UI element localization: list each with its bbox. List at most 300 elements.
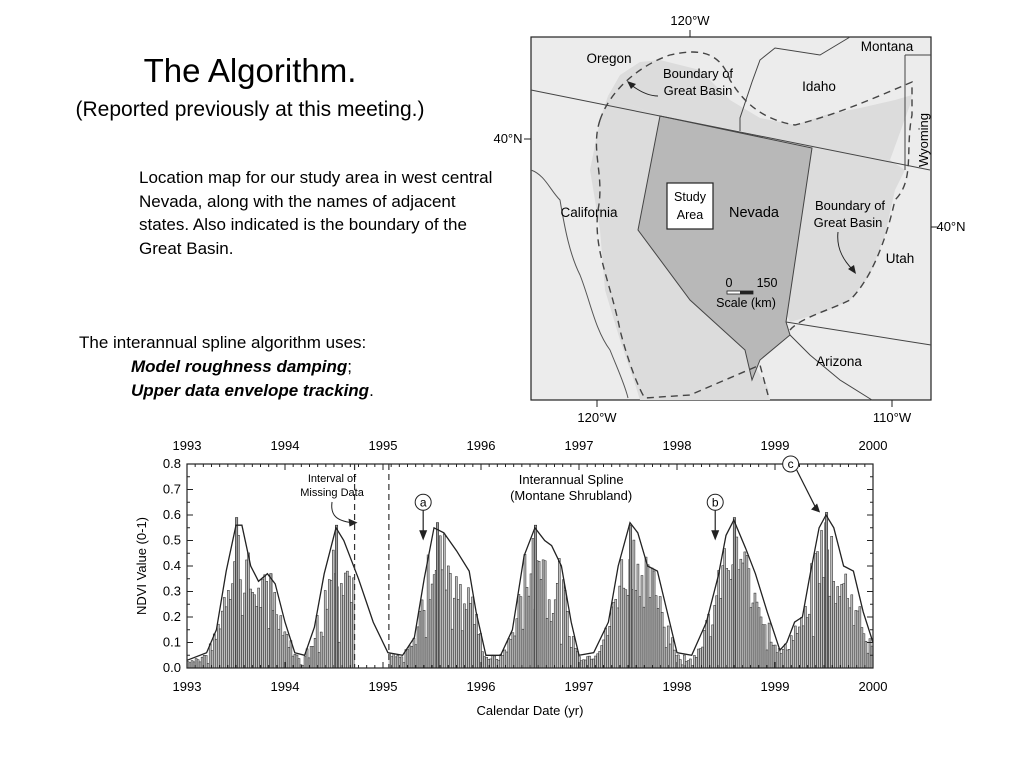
ndvi-bar bbox=[669, 644, 671, 668]
ndvi-bar bbox=[538, 561, 540, 668]
ndvi-bar bbox=[502, 656, 504, 668]
ndvi-bar bbox=[320, 632, 322, 668]
marker-label: a bbox=[419, 495, 427, 510]
ndvi-bar bbox=[740, 559, 742, 668]
ndvi-bar bbox=[784, 644, 786, 668]
x-tick-label-top: 1997 bbox=[564, 438, 594, 453]
ndvi-bar bbox=[679, 660, 681, 668]
marker-arrowhead bbox=[811, 503, 820, 512]
ndvi-bar bbox=[439, 536, 441, 668]
ndvi-bar bbox=[443, 534, 445, 668]
algorithm-item-2: Upper data envelope tracking. bbox=[131, 381, 374, 400]
spline-annotation-2: (Montane Shrubland) bbox=[510, 488, 633, 503]
ndvi-bar bbox=[869, 639, 871, 668]
ndvi-bar bbox=[647, 565, 649, 668]
ndvi-bar bbox=[498, 660, 500, 668]
ndvi-bar bbox=[742, 563, 744, 668]
ndvi-bar bbox=[241, 615, 243, 668]
state-label-nevada: Nevada bbox=[729, 205, 779, 221]
ndvi-bar bbox=[764, 625, 766, 668]
ndvi-bar bbox=[338, 642, 340, 668]
ndvi-bar bbox=[484, 657, 486, 668]
ndvi-bar bbox=[851, 595, 853, 668]
coord-label-left: 40°N bbox=[493, 131, 523, 146]
ndvi-bar bbox=[821, 530, 823, 668]
ndvi-peak-bar bbox=[534, 525, 536, 668]
ndvi-bar bbox=[401, 657, 403, 668]
x-tick-label-top: 1994 bbox=[270, 438, 300, 453]
marker-label: c bbox=[787, 457, 794, 471]
ndvi-bar bbox=[847, 598, 849, 668]
ndvi-bar bbox=[393, 654, 395, 668]
x-tick-label-top: 1996 bbox=[466, 438, 496, 453]
ndvi-bar bbox=[282, 636, 284, 668]
ndvi-bar bbox=[744, 552, 746, 668]
ndvi-bar bbox=[258, 588, 260, 668]
ndvi-bar bbox=[229, 599, 231, 668]
ndvi-bar bbox=[726, 568, 728, 668]
ndvi-bar bbox=[802, 626, 804, 668]
ndvi-bar bbox=[225, 607, 227, 668]
marker-arrowhead bbox=[711, 530, 719, 540]
ndvi-bar bbox=[754, 593, 756, 668]
ndvi-bar bbox=[514, 636, 516, 668]
state-label-arizona: Arizona bbox=[816, 354, 862, 369]
ndvi-bar bbox=[342, 596, 344, 668]
ndvi-bar bbox=[494, 656, 496, 668]
ndvi-bar bbox=[189, 663, 191, 668]
ndvi-bar bbox=[710, 637, 712, 668]
ndvi-bar bbox=[467, 588, 469, 668]
ndvi-peak-bar bbox=[825, 512, 827, 668]
ndvi-bar bbox=[659, 596, 661, 668]
ndvi-bar bbox=[215, 639, 217, 668]
ndvi-bar bbox=[421, 600, 423, 668]
ndvi-bar bbox=[673, 650, 675, 668]
ndvi-bar bbox=[469, 603, 471, 668]
y-tick-label: 0.6 bbox=[162, 507, 181, 522]
ndvi-bar bbox=[857, 611, 859, 668]
ndvi-bar bbox=[863, 634, 865, 668]
ndvi-bar bbox=[639, 597, 641, 668]
ndvi-bar bbox=[625, 590, 627, 668]
ndvi-bar bbox=[611, 607, 613, 668]
ndvi-bar bbox=[570, 647, 572, 668]
ndvi-bar bbox=[395, 657, 397, 668]
marker-label: b bbox=[711, 495, 719, 510]
ndvi-bar bbox=[617, 608, 619, 668]
ndvi-bar bbox=[756, 602, 758, 668]
ndvi-bar bbox=[597, 654, 599, 668]
ndvi-bar bbox=[260, 607, 262, 668]
ndvi-bar bbox=[762, 625, 764, 668]
ndvi-bar bbox=[231, 584, 233, 668]
ndvi-bar bbox=[413, 638, 415, 668]
ndvi-bar bbox=[823, 577, 825, 668]
ndvi-bar bbox=[780, 653, 782, 668]
state-label-oregon: Oregon bbox=[586, 51, 632, 66]
ndvi-peak-bar bbox=[733, 518, 735, 668]
ndvi-bar bbox=[837, 586, 839, 668]
ndvi-bar bbox=[566, 611, 568, 668]
ndvi-bar bbox=[855, 610, 857, 668]
ndvi-bar bbox=[506, 652, 508, 668]
missing-annotation-1: Interval of bbox=[307, 473, 357, 485]
ndvi-bar bbox=[833, 581, 835, 668]
ndvi-bar bbox=[465, 610, 467, 668]
ndvi-bar bbox=[429, 600, 431, 668]
ndvi-bar bbox=[788, 649, 790, 668]
ndvi-bar bbox=[256, 606, 258, 668]
ndvi-bar bbox=[500, 655, 502, 668]
ndvi-bar bbox=[492, 655, 494, 668]
map-caption: Location map for our study area in west central Nevada, along with the names of adjacent states. Also indicated is the boundary of the Great Basin. bbox=[139, 168, 493, 258]
x-tick-label-top: 1999 bbox=[760, 438, 790, 453]
ndvi-bar bbox=[619, 586, 621, 668]
ndvi-bar bbox=[778, 649, 780, 668]
coord-label-right: 40°N bbox=[936, 219, 966, 234]
ndvi-bar bbox=[728, 571, 730, 668]
ndvi-bar bbox=[829, 596, 831, 668]
coord-label-top: 120°W bbox=[670, 13, 710, 28]
ndvi-bar bbox=[457, 599, 459, 668]
ndvi-bar bbox=[476, 614, 478, 668]
ndvi-bar bbox=[264, 575, 266, 668]
ndvi-bar bbox=[254, 595, 256, 668]
ndvi-bar bbox=[605, 628, 607, 668]
ndvi-bar bbox=[316, 615, 318, 668]
ndvi-bar bbox=[451, 629, 453, 668]
slide-subtitle: (Reported previously at this meeting.) bbox=[75, 98, 425, 121]
ndvi-bar bbox=[657, 608, 659, 668]
ndvi-bar bbox=[562, 580, 564, 668]
ndvi-bar bbox=[471, 597, 473, 668]
x-tick-label-top: 1993 bbox=[172, 438, 202, 453]
ndvi-bar bbox=[817, 552, 819, 668]
ndvi-bar bbox=[564, 591, 566, 668]
ndvi-bar bbox=[348, 576, 350, 668]
scale-tick-150: 150 bbox=[756, 276, 778, 290]
ndvi-bar bbox=[294, 654, 296, 668]
ndvi-bar bbox=[453, 598, 455, 668]
ndvi-bar bbox=[770, 642, 772, 668]
ndvi-bar bbox=[706, 620, 708, 668]
ndvi-bar bbox=[490, 659, 492, 668]
ndvi-bar bbox=[552, 613, 554, 668]
ndvi-bar bbox=[431, 584, 433, 668]
ndvi-bar bbox=[518, 594, 520, 668]
y-tick-label: 0.5 bbox=[162, 532, 181, 548]
ndvi-chart bbox=[0, 430, 1024, 768]
ndvi-bar bbox=[252, 592, 254, 668]
great-basin-label-east-1: Boundary of bbox=[814, 198, 886, 213]
ndvi-bar bbox=[758, 608, 760, 668]
x-tick-label: 1999 bbox=[760, 679, 790, 694]
ndvi-bar bbox=[786, 650, 788, 668]
ndvi-bar bbox=[522, 629, 524, 668]
ndvi-bar bbox=[697, 649, 699, 668]
ndvi-bar bbox=[724, 549, 726, 668]
x-tick-label: 1995 bbox=[368, 679, 398, 694]
ndvi-bar bbox=[806, 618, 808, 668]
ndvi-bar bbox=[423, 610, 425, 668]
x-tick-label: 1998 bbox=[662, 679, 692, 694]
ndvi-bar bbox=[455, 577, 457, 668]
ndvi-bar bbox=[849, 608, 851, 668]
y-tick-label: 0.7 bbox=[162, 481, 181, 497]
ndvi-bar bbox=[397, 655, 399, 668]
ndvi-peak-bar bbox=[270, 574, 272, 668]
ndvi-bar bbox=[835, 604, 837, 668]
ndvi-bar bbox=[591, 659, 593, 668]
ndvi-peak-bar bbox=[335, 525, 337, 668]
ndvi-bar bbox=[296, 655, 298, 668]
ndvi-bar bbox=[845, 574, 847, 668]
ndvi-bar bbox=[601, 646, 603, 668]
ndvi-bar bbox=[199, 662, 201, 668]
ndvi-bar bbox=[689, 659, 691, 668]
ndvi-bar bbox=[637, 564, 639, 668]
x-tick-label: 1993 bbox=[172, 679, 202, 694]
x-tick-label-top: 2000 bbox=[858, 438, 888, 453]
ndvi-bar bbox=[403, 663, 405, 668]
ndvi-bar bbox=[641, 575, 643, 668]
ndvi-bar bbox=[324, 590, 326, 668]
ndvi-bar bbox=[274, 592, 276, 668]
ndvi-bar bbox=[643, 607, 645, 668]
ndvi-bar bbox=[304, 657, 306, 668]
ndvi-bar bbox=[702, 647, 704, 668]
ndvi-bar bbox=[217, 624, 219, 668]
study-area-label-2: Area bbox=[676, 208, 704, 222]
ndvi-bar bbox=[704, 630, 706, 668]
ndvi-bar bbox=[661, 612, 663, 668]
ndvi-peak-bar bbox=[436, 523, 438, 668]
ndvi-bar bbox=[314, 638, 316, 668]
ndvi-bar bbox=[332, 550, 334, 668]
ndvi-bar bbox=[633, 540, 635, 668]
ndvi-bar bbox=[433, 575, 435, 668]
spline-annotation-1: Interannual Spline bbox=[518, 472, 624, 487]
ndvi-bar bbox=[556, 583, 558, 668]
ndvi-bar bbox=[790, 636, 792, 668]
ndvi-bar bbox=[560, 644, 562, 668]
ndvi-bar bbox=[810, 564, 812, 668]
ndvi-bar bbox=[548, 600, 550, 668]
slide-title: The Algorithm. bbox=[143, 52, 357, 89]
ndvi-bar bbox=[748, 569, 750, 668]
ndvi-bar bbox=[623, 588, 625, 668]
great-basin-label-east-2: Great Basin bbox=[813, 215, 883, 230]
ndvi-bar bbox=[239, 580, 241, 668]
ndvi-bar bbox=[250, 589, 252, 668]
ndvi-bar bbox=[730, 579, 732, 668]
state-label-idaho: Idaho bbox=[802, 79, 836, 94]
ndvi-bar bbox=[310, 646, 312, 668]
ndvi-bar bbox=[582, 660, 584, 668]
ndvi-bar bbox=[568, 636, 570, 668]
y-tick-label: 0.2 bbox=[162, 609, 181, 624]
ndvi-bar bbox=[223, 597, 225, 668]
ndvi-bar bbox=[262, 580, 264, 668]
ndvi-peak-bar bbox=[629, 525, 631, 668]
ndvi-bar bbox=[768, 623, 770, 668]
ndvi-bar bbox=[409, 646, 411, 668]
x-tick-label: 1997 bbox=[564, 679, 594, 694]
ndvi-bar bbox=[207, 663, 209, 668]
ndvi-bar bbox=[695, 657, 697, 668]
ndvi-bar bbox=[554, 600, 556, 668]
ndvi-bar bbox=[665, 647, 667, 668]
ndvi-bar bbox=[445, 590, 447, 668]
ndvi-bar bbox=[839, 597, 841, 668]
ndvi-bar bbox=[197, 660, 199, 668]
ndvi-bar bbox=[800, 618, 802, 668]
ndvi-bar bbox=[831, 536, 833, 668]
ndvi-bar bbox=[572, 636, 574, 668]
missing-annotation-2: Missing Data bbox=[300, 487, 364, 499]
ndvi-bar bbox=[627, 595, 629, 668]
ndvi-bar bbox=[417, 627, 419, 668]
y-tick-label: 0.8 bbox=[162, 456, 181, 471]
coord-label-bottom-left: 120°W bbox=[577, 410, 617, 425]
ndvi-bar bbox=[508, 639, 510, 668]
ndvi-bar bbox=[667, 626, 669, 668]
ndvi-bar bbox=[607, 636, 609, 668]
ndvi-bar bbox=[859, 607, 861, 668]
y-tick-label: 0.0 bbox=[162, 660, 181, 675]
state-label-california: California bbox=[560, 205, 618, 220]
ndvi-bar bbox=[227, 590, 229, 668]
ndvi-bar bbox=[867, 653, 869, 668]
ndvi-bar bbox=[714, 605, 716, 668]
y-tick-label: 0.4 bbox=[162, 558, 181, 573]
ndvi-bar bbox=[322, 637, 324, 668]
ndvi-bar bbox=[609, 626, 611, 668]
ndvi-bar bbox=[449, 573, 451, 668]
y-axis-label: NDVI Value (0-1) bbox=[134, 516, 149, 616]
ndvi-bar bbox=[280, 616, 282, 668]
x-axis-label: Calendar Date (yr) bbox=[476, 703, 584, 718]
ndvi-bar bbox=[635, 590, 637, 668]
ndvi-bar bbox=[716, 596, 718, 668]
ndvi-bar bbox=[613, 602, 615, 668]
ndvi-bar bbox=[621, 560, 623, 668]
ndvi-bar bbox=[447, 566, 449, 668]
ndvi-bar bbox=[298, 659, 300, 668]
ndvi-bar bbox=[615, 599, 617, 668]
ndvi-bar bbox=[312, 646, 314, 668]
scale-tick-0: 0 bbox=[725, 276, 733, 290]
ndvi-bar bbox=[246, 560, 248, 668]
ndvi-bar bbox=[760, 617, 762, 668]
ndvi-bar bbox=[720, 598, 722, 668]
ndvi-bar bbox=[653, 571, 655, 668]
ndvi-bar bbox=[804, 606, 806, 668]
ndvi-bar bbox=[248, 553, 250, 668]
x-tick-label-top: 1995 bbox=[368, 438, 398, 453]
x-tick-label: 1994 bbox=[270, 679, 300, 694]
ndvi-bar bbox=[861, 628, 863, 668]
ndvi-bar bbox=[663, 627, 665, 668]
y-tick-label: 0.3 bbox=[162, 583, 181, 599]
ndvi-bar bbox=[510, 640, 512, 668]
ndvi-bar bbox=[344, 573, 346, 668]
algorithm-intro: The interannual spline algorithm uses: bbox=[79, 333, 367, 352]
ndvi-bar bbox=[276, 615, 278, 668]
ndvi-bar bbox=[411, 646, 413, 668]
ndvi-bar bbox=[286, 634, 288, 668]
algorithm-item-1: Model roughness damping; bbox=[131, 357, 353, 376]
ndvi-bar bbox=[532, 538, 534, 668]
ndvi-bar bbox=[589, 656, 591, 668]
ndvi-bar bbox=[814, 553, 816, 668]
ndvi-bar bbox=[243, 593, 245, 668]
ndvi-bars bbox=[187, 512, 873, 668]
x-tick-label-top: 1998 bbox=[662, 438, 692, 453]
ndvi-bar bbox=[524, 554, 526, 668]
ndvi-bar bbox=[550, 621, 552, 668]
ndvi-bar bbox=[722, 566, 724, 668]
ndvi-bar bbox=[671, 638, 673, 668]
ndvi-bar bbox=[542, 560, 544, 668]
ndvi-bar bbox=[651, 568, 653, 668]
ndvi-bar bbox=[599, 651, 601, 668]
ndvi-bar bbox=[546, 618, 548, 668]
ndvi-bar bbox=[205, 655, 207, 668]
ndvi-bar bbox=[459, 584, 461, 668]
ndvi-bar bbox=[340, 583, 342, 668]
ndvi-bar bbox=[752, 603, 754, 668]
ndvi-bar bbox=[687, 661, 689, 668]
ndvi-bar bbox=[427, 555, 429, 668]
ndvi-bar bbox=[326, 609, 328, 668]
x-tick-label: 1996 bbox=[466, 679, 496, 694]
ndvi-bar bbox=[645, 557, 647, 668]
ndvi-bar bbox=[463, 604, 465, 668]
ndvi-bar bbox=[213, 634, 215, 668]
ndvi-bar bbox=[603, 640, 605, 668]
ndvi-bar bbox=[512, 633, 514, 668]
y-tick-label: 0.1 bbox=[162, 634, 181, 650]
ndvi-bar bbox=[419, 611, 421, 668]
great-basin-label-north-1: Boundary of bbox=[662, 66, 734, 81]
ndvi-bar bbox=[330, 580, 332, 668]
ndvi-bar bbox=[441, 570, 443, 668]
ndvi-bar bbox=[649, 597, 651, 668]
missing-arrow bbox=[332, 502, 352, 523]
ndvi-bar bbox=[474, 624, 476, 668]
marker-arrowhead bbox=[419, 530, 427, 540]
ndvi-bar bbox=[574, 648, 576, 668]
ndvi-bar bbox=[736, 537, 738, 668]
ndvi-bar bbox=[191, 661, 193, 668]
ndvi-bar bbox=[544, 561, 546, 668]
marker-arrow bbox=[797, 470, 816, 508]
ndvi-bar bbox=[540, 579, 542, 668]
ndvi-bar bbox=[221, 611, 223, 668]
ndvi-bar bbox=[516, 619, 518, 668]
ndvi-bar bbox=[677, 655, 679, 668]
ndvi-bar bbox=[819, 584, 821, 668]
state-label-montana: Montana bbox=[860, 39, 914, 54]
ndvi-bar bbox=[794, 626, 796, 668]
ndvi-bar bbox=[655, 596, 657, 668]
ndvi-bar bbox=[772, 645, 774, 668]
ndvi-bar bbox=[530, 574, 532, 668]
ndvi-peak-bar bbox=[235, 518, 237, 668]
ndvi-bar bbox=[415, 645, 417, 668]
